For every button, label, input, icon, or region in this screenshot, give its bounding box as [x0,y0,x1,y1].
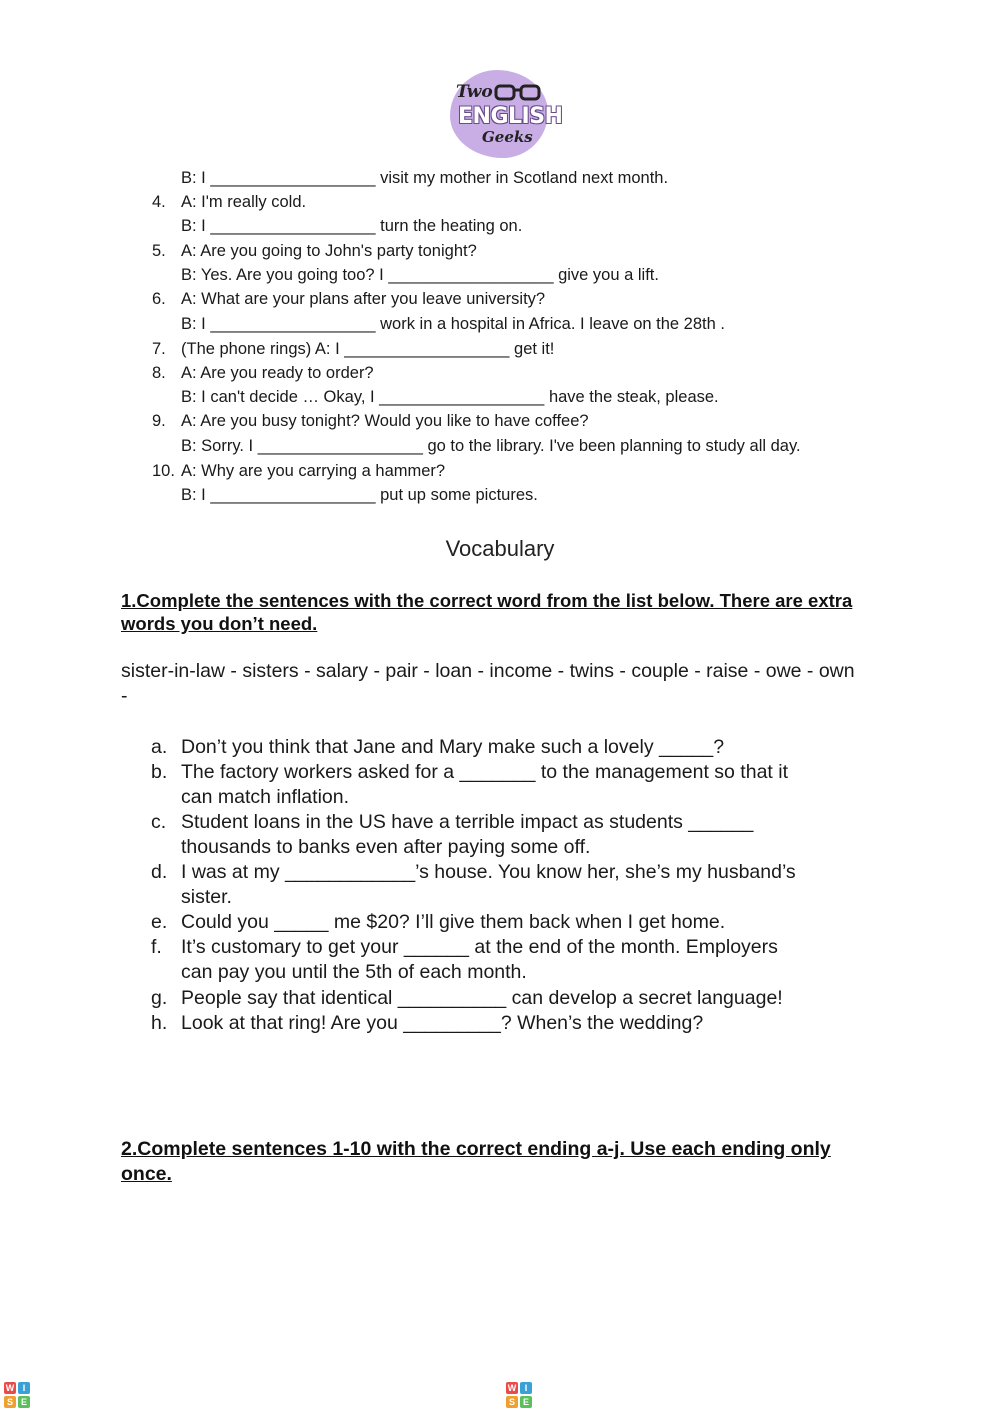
two-english-geeks-logo [448,68,563,158]
logo-geeks-text: Geeks [482,128,533,146]
icon-letter: W [5,1383,15,1393]
word-list: sister-in-law - sisters - salary - pair - loan - income - twins - couple - raise - owe - own - [121,660,855,707]
icon-letter: S [4,1396,16,1408]
logo-two-text: Two [456,82,493,102]
icon-letter: E [18,1396,30,1408]
wiseworksheets-logo-icon [506,1382,534,1410]
icon-letter: S [506,1396,518,1408]
icon-letter: W [507,1383,517,1393]
watermark-text: WISEWORKSHEETS.COM [540,1378,982,1412]
footer-watermark [0,1376,1000,1413]
glasses-icon [494,84,542,102]
exercise1-instruction: 1.Complete the sentences with the correct word from the list below. There are extra words you don’t need. [121,590,853,634]
logo-english-text: ENGLISH [458,104,563,129]
exercise2-instruction: 2.Complete sentences 1-10 with the correct ending a-j. Use each ending only once. [121,1138,831,1185]
icon-letter: I [520,1382,532,1394]
icon-letter: I [18,1382,30,1394]
section-title-vocabulary: Vocabulary [445,536,555,561]
icon-letter: E [520,1396,532,1408]
wiseworksheets-logo-icon [4,1382,32,1410]
watermark-text: WISEWORKSHEETS.COM [38,1378,480,1412]
